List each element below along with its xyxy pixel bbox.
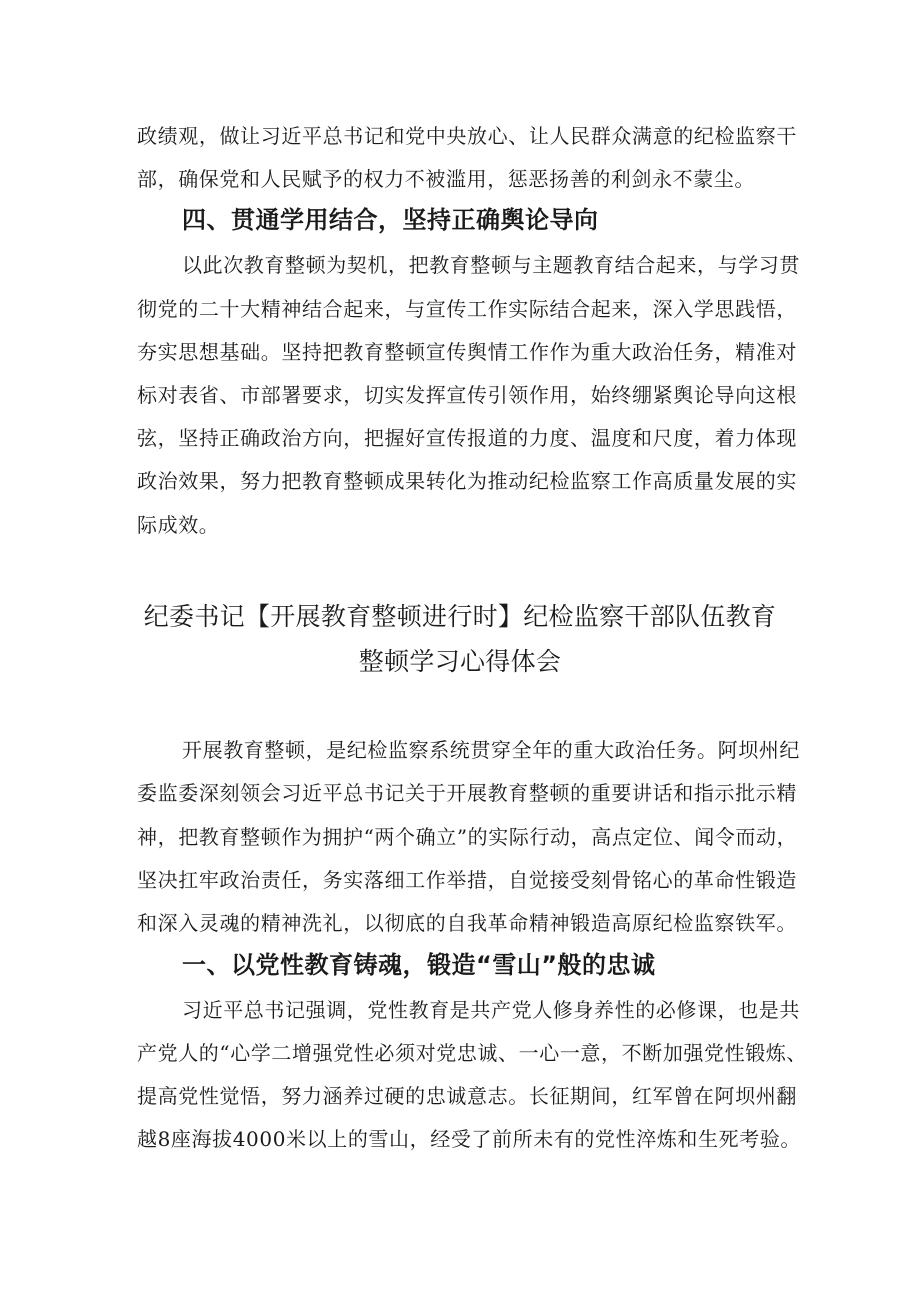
text-line: 政绩观，做让习近平总书记和党中央放心、让人民群众满意的纪检监察干 bbox=[137, 124, 797, 148]
text-line: 提高党性觉悟，努力涵养过硬的忠诚意志。长征期间，红军曾在阿坝州翻 bbox=[137, 1084, 797, 1108]
text-line: 夯实思想基础。坚持把教育整顿宣传舆情工作作为重大政治任务，精准对 bbox=[137, 340, 797, 364]
text-line: 神，把教育整顿作为拥护“两个确立”的实际行动，高点定位、闻令而动， bbox=[137, 825, 798, 849]
text-line: 部，确保党和人民赋予的权力不被滥用，惩恶扬善的利剑永不蒙尘。 bbox=[137, 167, 755, 191]
article-title-line: 整顿学习心得体会 bbox=[358, 647, 562, 676]
text-line: 产党人的“心学二增强党性必须对党忠诚、一心一意，不断加强党性锻炼、 bbox=[137, 1041, 808, 1065]
article-title-line: 纪委书记【开展教育整顿进行时】纪检监察干部队伍教育 bbox=[143, 602, 777, 631]
text-line: 坚决扛牢政治责任，务实落细工作举措，自觉接受刻骨铭心的革命性锻造 bbox=[137, 868, 797, 892]
text-line: 开展教育整顿，是纪检监察系统贯穿全年的重大政治任务。阿坝州纪 bbox=[182, 738, 800, 762]
text-line: 际成效。 bbox=[137, 513, 220, 537]
text-line: 政治效果，努力把教育整顿成果转化为推动纪检监察工作高质量发展的实 bbox=[137, 469, 797, 493]
text-line: 越8座海拔4000米以上的雪山，经受了前所未有的党性淬炼和生死考验。 bbox=[137, 1127, 802, 1151]
section-heading: 一、以党性教育铸魂，锻造“雪山”般的忠诚 bbox=[182, 951, 656, 979]
text-line: 弦，坚持正确政治方向，把握好宣传报道的力度、温度和尺度，着力体现 bbox=[137, 426, 797, 450]
section-heading: 四、贯通学用结合，坚持正确舆论导向 bbox=[182, 206, 599, 234]
text-line: 习近平总书记强调，党性教育是共产党人修身养性的必修课，也是共 bbox=[182, 998, 800, 1022]
text-line: 委监委深刻领会习近平总书记关于开展教育整顿的重要讲话和指示批示精 bbox=[137, 781, 797, 805]
text-line: 以此次教育整顿为契机，把教育整顿与主题教育结合起来，与学习贯 bbox=[182, 253, 800, 277]
text-line: 和深入灵魂的精神洗礼，以彻底的自我革命精神锻造高原纪检监察铁军。 bbox=[137, 911, 797, 935]
text-line: 彻党的二十大精神结合起来，与宣传工作实际结合起来，深入学思践悟， bbox=[137, 297, 797, 321]
text-line: 标对表省、市部署要求，切实发挥宣传引领作用，始终绷紧舆论导向这根 bbox=[137, 383, 797, 407]
